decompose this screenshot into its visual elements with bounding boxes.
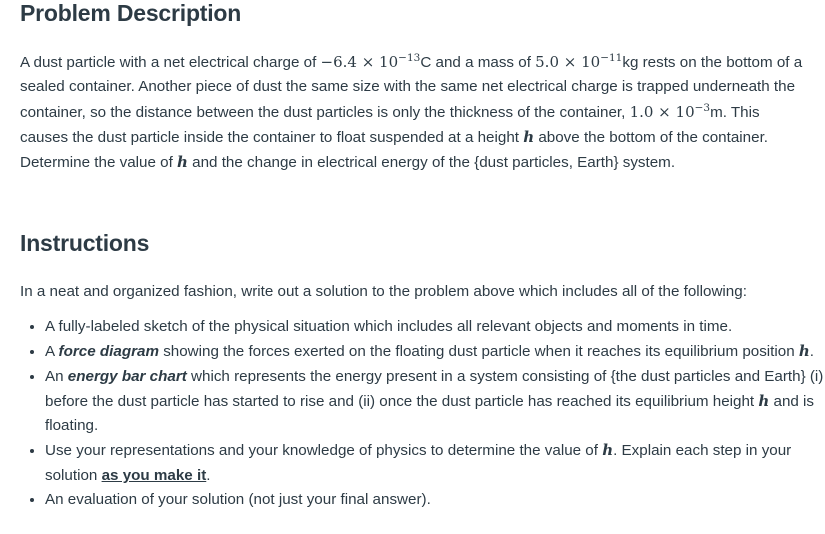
as-you-make-it-emphasis: as you make it [101, 466, 207, 484]
list-item [45, 365, 825, 439]
item-text: . Explain each step in your solution [45, 442, 792, 484]
charge-value [321, 53, 421, 71]
height-variable: h [798, 342, 810, 361]
height-variable: h [177, 153, 188, 172]
item-text: . [809, 343, 815, 361]
list-item [45, 488, 825, 512]
item-text: Use your representations and your knowledge of physics to determine the value of [45, 442, 603, 460]
force-diagram-emphasis: force diagram [58, 343, 159, 361]
item-text: An evaluation of your solution (not just your final answer). [45, 491, 431, 509]
item-text: showing the forces exerted on the floating dust particle when it reaches its equilibrium position [158, 343, 799, 361]
problem-text-part: kg rests on the bottom of a sealed container. Another piece of dust the same size with the same net electrical charge is trapped underneath the container, so the distance between the dust particles is only the thickness of the container, [20, 54, 803, 121]
problem-text-part: above the bottom of the container. Determine the value of [20, 128, 769, 172]
thickness-value [630, 103, 711, 121]
requirements-list [20, 315, 825, 512]
list-item [45, 339, 825, 364]
item-text: A [45, 343, 59, 361]
item-text: and is floating. [45, 392, 815, 435]
list-item [45, 315, 825, 339]
thickness-mantissa: 1.0 × 10 [629, 102, 695, 121]
item-text: . [206, 466, 211, 484]
item-text: An [45, 367, 68, 385]
height-variable: h [758, 391, 770, 410]
item-text: A fully-labeled sketch of the physical situation which includes all relevant objects and moments in time. [45, 318, 733, 335]
height-variable: h [523, 127, 535, 146]
height-variable: h [602, 441, 614, 460]
list-item [45, 438, 825, 488]
problem-heading: Problem Description [20, 0, 242, 26]
thickness-exponent: −3 [694, 101, 711, 114]
item-text: which represents the energy present in a system consisting of {the dust particles and Earth} (i) before the dust particle has started to rise and (ii) once the dust particle has reached its equilibrium height [45, 367, 824, 410]
charge-exponent: −13 [398, 52, 421, 64]
mass-value [535, 53, 622, 71]
mass-mantissa: 5.0 × 10 [535, 53, 601, 71]
problem-text-part: and the change in electrical energy of the {dust particles, Earth} system. [187, 154, 676, 172]
instructions-heading: Instructions [20, 230, 150, 256]
problem-text [20, 50, 810, 175]
problem-text-part: A dust particle with a net electrical charge of [20, 54, 321, 71]
energy-bar-chart-emphasis: energy bar chart [67, 367, 187, 385]
instructions-intro: In a neat and organized fashion, write out a solution to the problem above which includes all of the following: [20, 283, 747, 300]
charge-mantissa: −6.4 × 10 [320, 53, 399, 71]
problem-text-part: m. This causes the dust particle inside the container to float suspended at a height [20, 103, 760, 146]
mass-exponent: −11 [600, 52, 623, 64]
problem-text-part: C and a mass of [420, 54, 536, 71]
